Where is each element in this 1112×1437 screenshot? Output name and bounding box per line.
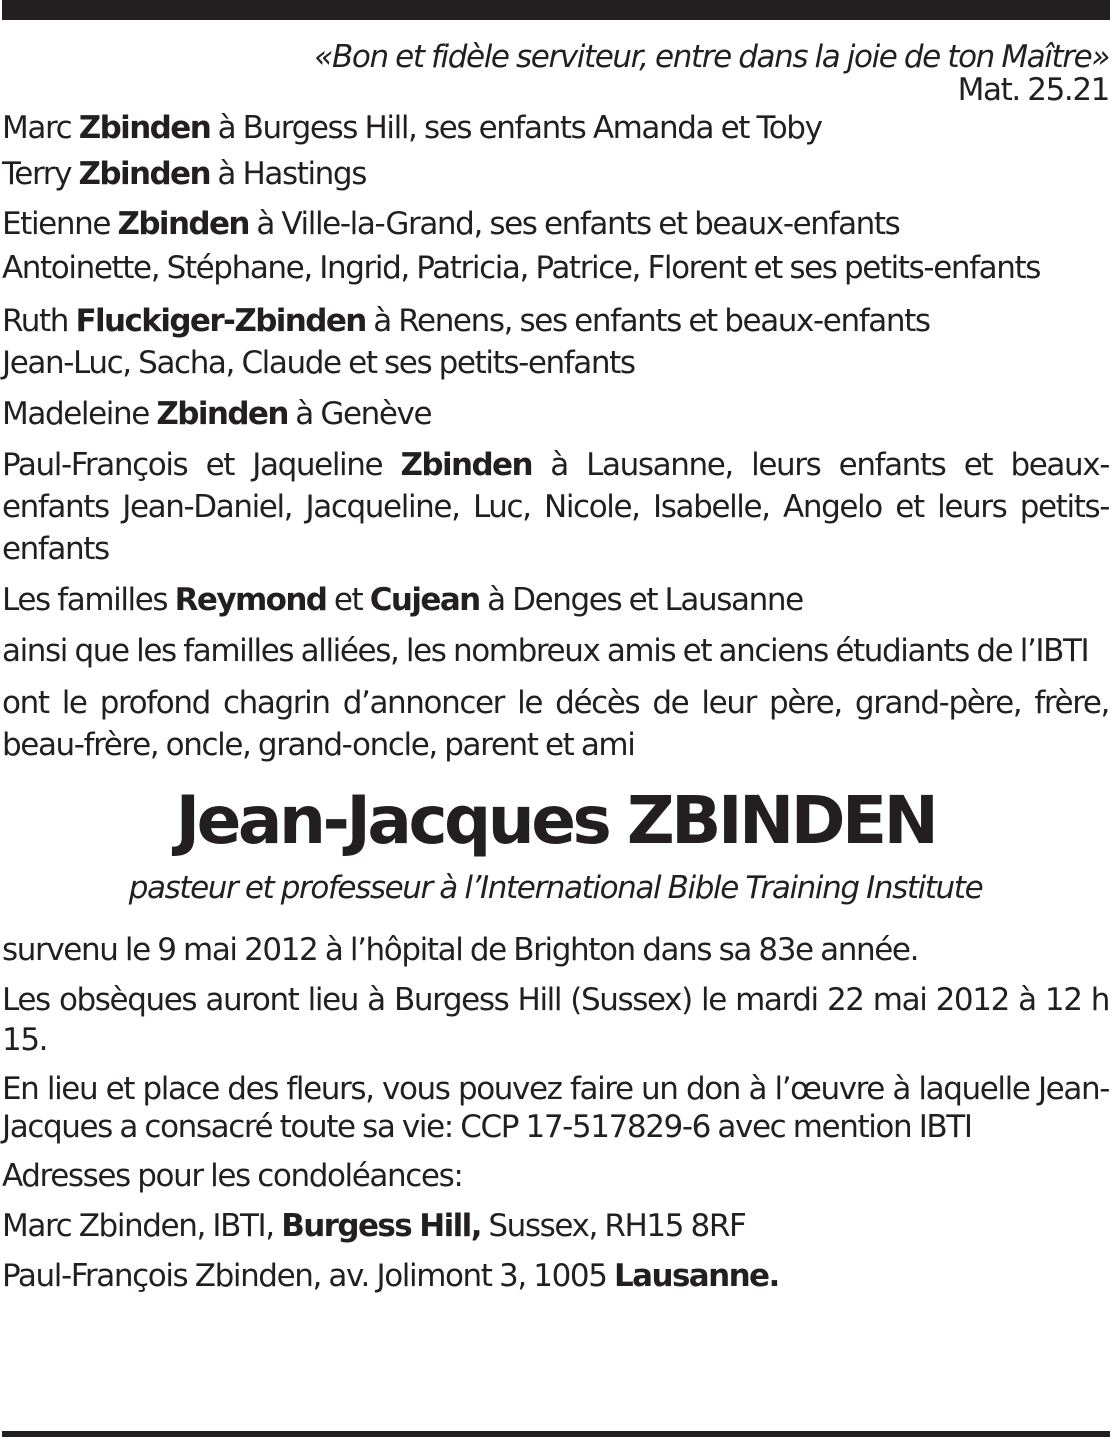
surname: Zbinden (117, 206, 249, 242)
family-entry: Marc Zbinden à Burgess Hill, ses enfants Amanda et Toby (2, 110, 822, 146)
donation-info: En lieu et place des fleurs, vous pouvez faire un don à l’œuvre à laquelle Jean-Jacques a consacré toute sa vie: CCP 17-517829-6 avec mention IBTI (2, 1071, 1109, 1145)
surname: Fluckiger-Zbinden (75, 303, 366, 339)
funeral-info: Les obsèques auront lieu à Burgess Hill (Sussex) le mardi 22 mai 2012 à 12 h 15. (2, 982, 1109, 1058)
surname: Cujean (369, 582, 480, 618)
family-entry: Madeleine Zbinden à Genève (2, 396, 432, 432)
family-members: Jean-Luc, Sacha, Claude et ses petits-enfants (2, 345, 635, 381)
condolence-address: Marc Zbinden, IBTI, Burgess Hill, Sussex, RH15 8RF (2, 1208, 746, 1244)
surname: Zbinden (78, 156, 210, 192)
bible-quote: «Bon et fidèle serviteur, entre dans la joie de ton Maître» (314, 39, 1109, 75)
allied-families: ainsi que les familles alliées, les nombreux amis et anciens étudiants de l’IBTI (2, 633, 1089, 669)
city: Lausanne. (614, 1258, 779, 1294)
city: Burgess Hill, (281, 1208, 481, 1244)
condolences-label: Adresses pour les condoléances: (2, 1158, 463, 1194)
surname: Reymond (174, 582, 327, 618)
bottom-rule (2, 1431, 1110, 1437)
surname: Zbinden (156, 396, 288, 432)
related-families: Les familles Reymond et Cujean à Denges et Lausanne (2, 582, 803, 618)
family-entry: Etienne Zbinden à Ville-la-Grand, ses enfants et beaux-enfants Antoinette, Stéphane, Ingrid, Patricia, Patrice, Florent et ses petits-enfants (2, 202, 1109, 290)
family-members: Antoinette, Stéphane, Ingrid, Patricia, Patrice, Florent et ses petits-enfants (2, 250, 1040, 286)
obituary-content (2, 40, 1109, 1306)
bible-reference: Mat. 25.21 (957, 72, 1109, 108)
announcement: ont le profond chagrin d’annoncer le décès de leur père, grand-père, frère, beau-frère, oncle, grand-oncle, parent et ami (2, 685, 1109, 763)
family-entry: Ruth Fluckiger-Zbinden à Renens, ses enfants et beaux-enfants Jean-Luc, Sacha, Claude et ses petits-enfants (2, 300, 1109, 384)
family-entry: Paul-François et Jaqueline Zbinden à Lausanne, leurs enfants et beaux-enfants Jean-Daniel, Jacqueline, Luc, Nicole, Isabelle, Angelo et leurs petits-enfants (2, 447, 1109, 567)
deceased-role: pasteur et professeur à l’International Bible Training Institute (128, 870, 983, 906)
surname: Zbinden (400, 447, 532, 483)
surname: Zbinden (78, 110, 211, 146)
top-rule (2, 0, 1110, 20)
condolence-address: Paul-François Zbinden, av. Jolimont 3, 1005 Lausanne. (2, 1258, 779, 1294)
deceased-name: Jean-Jacques ZBINDEN (175, 782, 936, 859)
death-info: survenu le 9 mai 2012 à l’hôpital de Brighton dans sa 83e année. (2, 932, 919, 968)
family-entry: Terry Zbinden à Hastings (2, 156, 366, 192)
